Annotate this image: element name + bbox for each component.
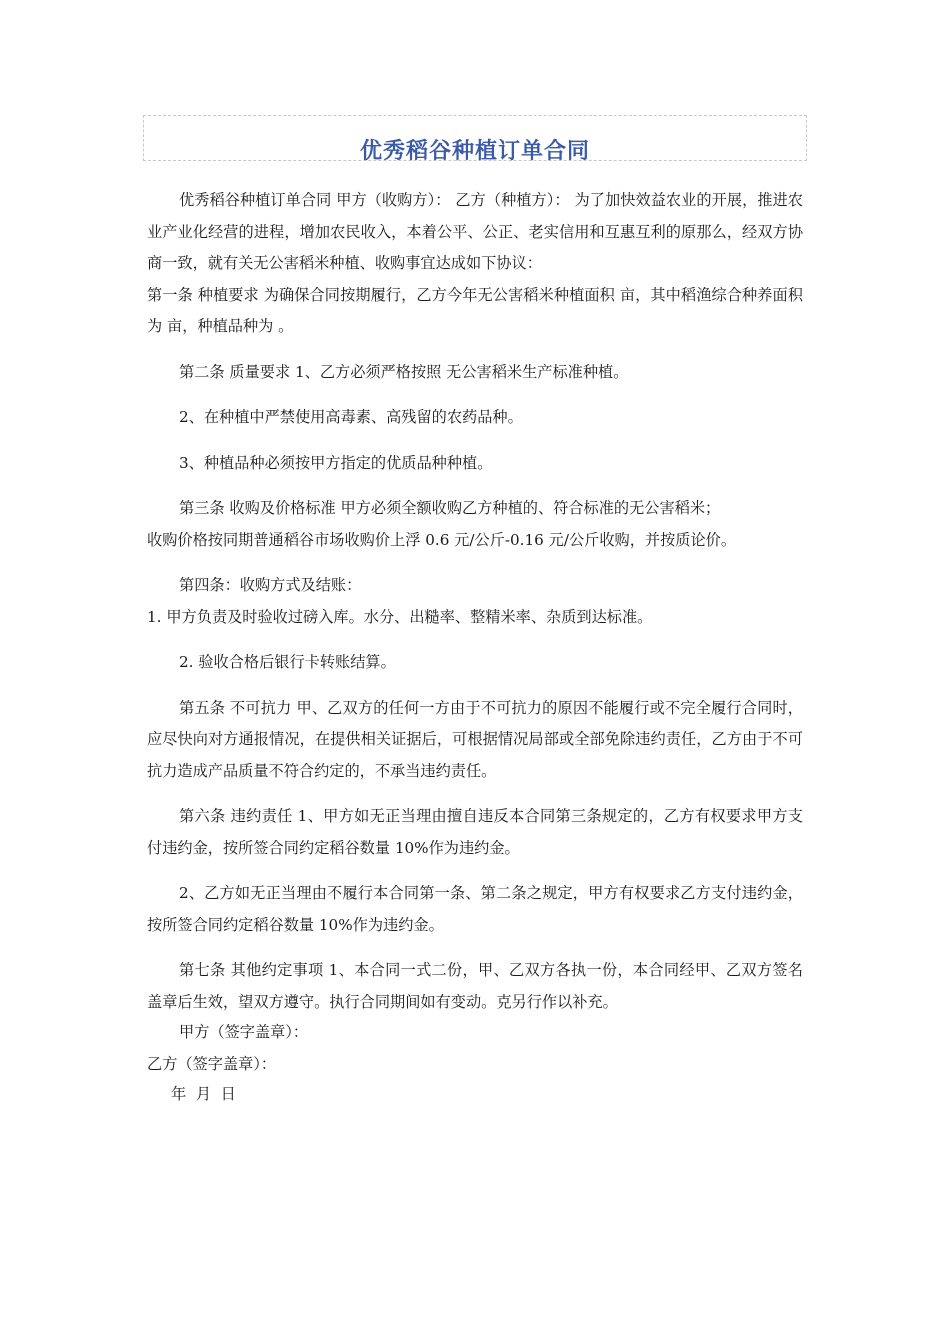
clause-6-item-2: 2、乙方如无正当理由不履行本合同第一条、第二条之规定，甲方有权要求乙方支付违约金，按所签合同约定稻谷数量 10%作为违约金。 [147, 884, 803, 934]
clause-6: 第六条 违约责任 1、甲方如无正当理由擅自违反本合同第三条规定的，乙方有权要求甲方支付违约金，按所签合同约定稻谷数量 10%作为违约金。 [147, 807, 803, 857]
clause-3-price: 收购价格按同期普通稻谷市场收购价上浮 0.6 元/公斤-0.16 元/公斤收购，并按质论价。 [147, 530, 737, 549]
signature-date: 年 月 日 [171, 1085, 236, 1103]
party-b-signature: 乙方（签字盖章）： [147, 1055, 277, 1073]
clause-3: 第三条 收购及价格标准 甲方必须全额收购乙方种植的、符合标准的无公害稻米； [179, 499, 721, 517]
clause-2-item-2: 2、在种植中严禁使用高毒素、高残留的农药品种。 [179, 408, 523, 426]
document-title: 优秀稻谷种植订单合同 [359, 139, 590, 164]
clause-1: 第一条 种植要求 为确保合同按期履行，乙方今年无公害稻米种植面积 亩，其中稻渔综合种养面积为 亩，种植品种为 。 [147, 285, 803, 335]
intro-paragraph: 优秀稻谷种植订单合同 甲方（收购方）： 乙方（种植方）： 为了加快效益农业的开展，推进农业产业化经营的进程，增加农民收入，本着公平、公正、老实信用和互惠互利的原那么，经双方协商一致，就有关无公害稻米种植、收购事宜达成如下协议： [147, 191, 803, 272]
party-a-signature: 甲方（签字盖章）： [179, 1023, 309, 1041]
clause-2-item-3: 3、种植品种必须按甲方指定的优质品种种植。 [179, 453, 493, 472]
clause-2: 第二条 质量要求 1、乙方必须严格按照 无公害稻米生产标准种植。 [179, 362, 629, 381]
clause-5: 第五条 不可抗力 甲、乙双方的任何一方由于不可抗力的原因不能履行或不完全履行合同时，应尽快向对方通报情况，在提供相关证据后，可根据情况局部或全部免除违约责任，乙方由于不可抗力造成产品质量不符合约定的，不承当违约责任。 [147, 698, 803, 780]
clause-7: 第七条 其他约定事项 1、本合同一式二份，甲、乙双方各执一份，本合同经甲、乙双方签名盖章后生效，望双方遵守。执行合同期间如有变动。克另行作以补充。 [147, 961, 803, 1011]
clause-4-item-1: 1. 甲方负责及时验收过磅入库。水分、出糙率、整精米率、杂质到达标准。 [147, 607, 653, 626]
clause-4-item-2: 2. 验收合格后银行卡转账结算。 [179, 653, 396, 671]
contract-body [147, 185, 803, 1032]
clause-4: 第四条：收购方式及结账： [179, 576, 362, 594]
